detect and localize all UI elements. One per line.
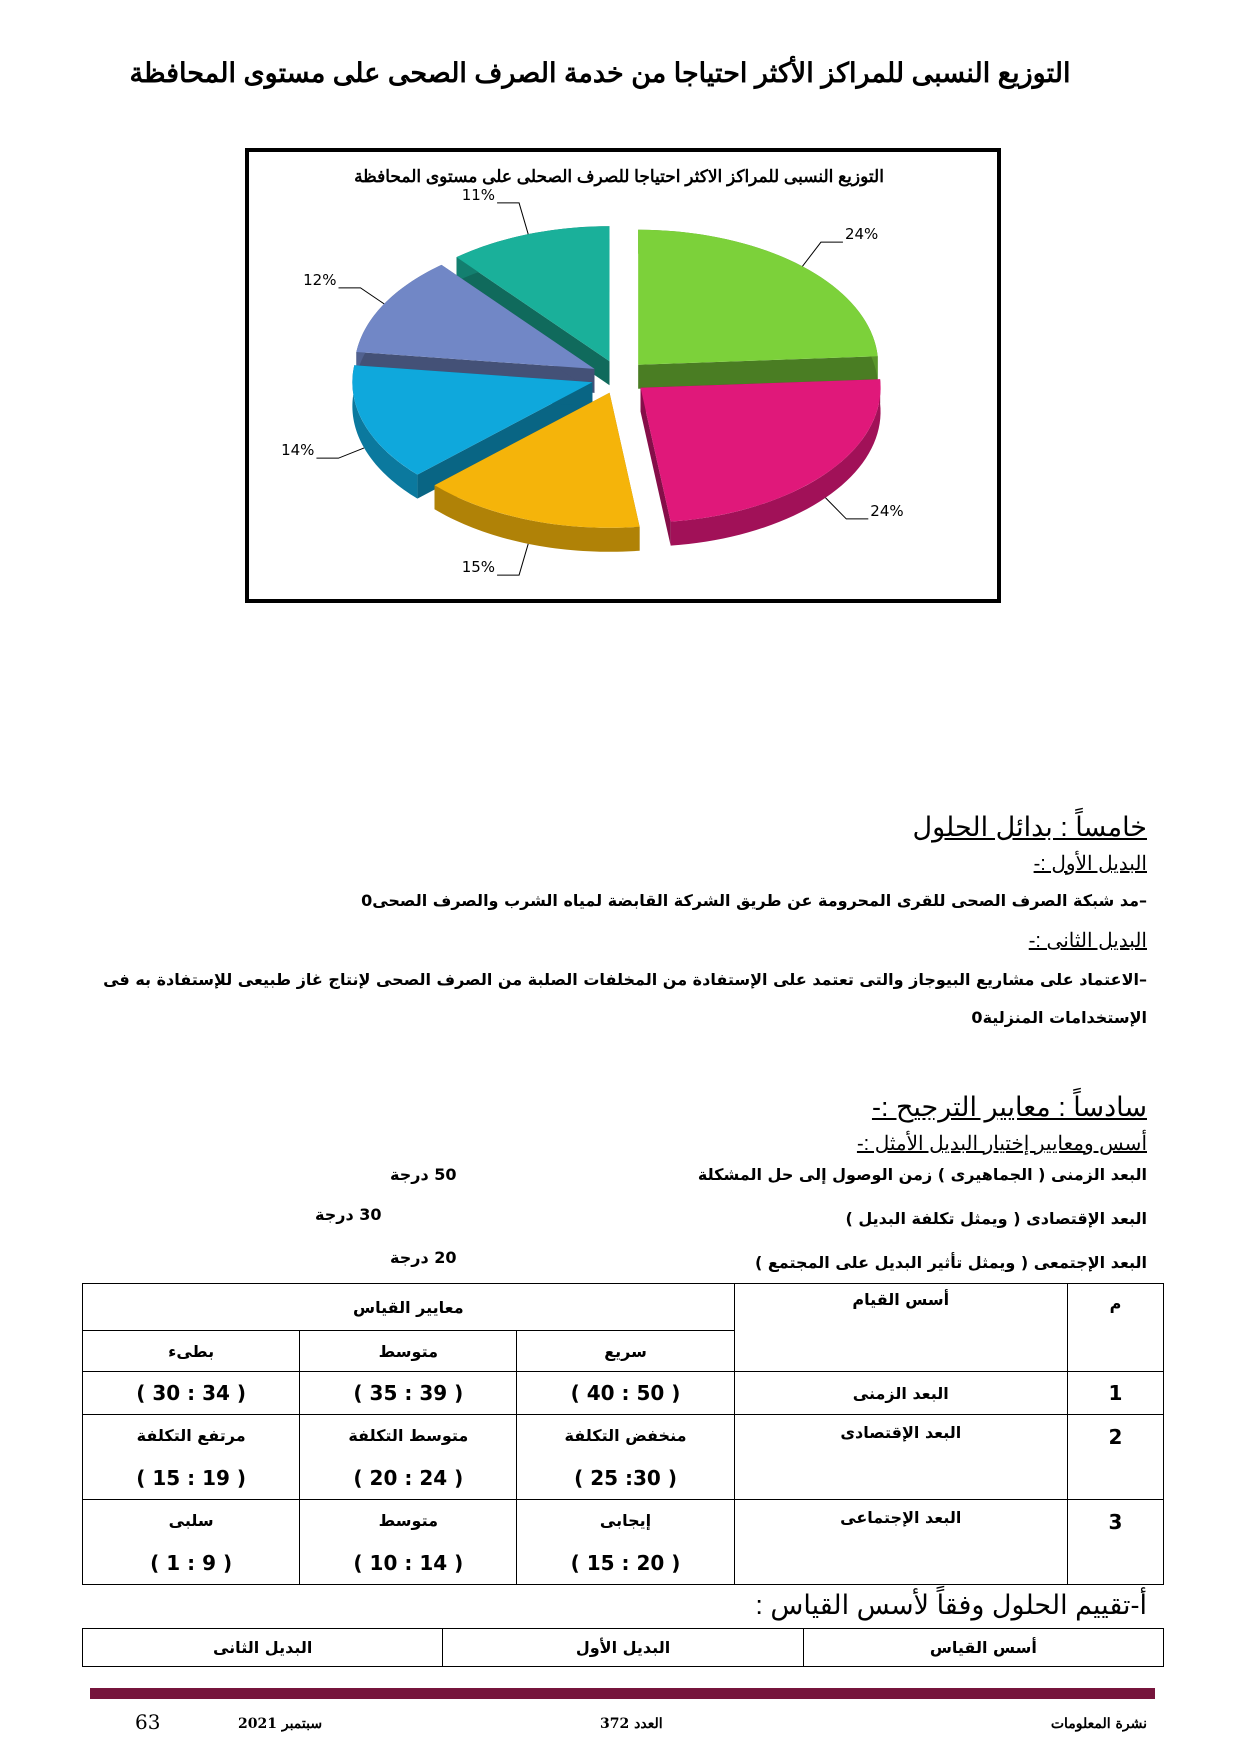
- subheader-slow: بطىء: [83, 1331, 300, 1372]
- eval-header-alt2: البديل الثانى: [83, 1629, 443, 1667]
- chart-title: التوزيع النسبى للمراكز الاكثر احتياجا للصرف الصحلى على مستوى المحافظة: [354, 167, 884, 186]
- measure-cell: [517, 1415, 734, 1500]
- measure-label: متوسط التكلفة: [348, 1426, 469, 1445]
- slice-label: 12%: [303, 270, 337, 289]
- measure-range: ( 9 : 1 ): [150, 1551, 233, 1575]
- alt1-text: –مد شبكة الصرف الصحى للقرى المحرومة عن طريق الشركة القابضة لمياه الشرب والصرف الصحى0: [361, 891, 1147, 910]
- section6-heading: سادساً : معايير الترجيح :-: [871, 1092, 1147, 1122]
- table-row: [83, 1372, 1164, 1415]
- measure-range: ( 19 : 15 ): [136, 1466, 247, 1490]
- alt2-heading: البديل الثانى :-: [1028, 930, 1147, 952]
- alt1-heading: البديل الأول :-: [1033, 853, 1147, 875]
- leader-line: [802, 242, 842, 266]
- evaluation-table: [82, 1628, 1164, 1667]
- measure-range: ( 20 : 15 ): [570, 1551, 681, 1575]
- section-a-heading: أ-تقييم الحلول وفقاً لأسس القياس :: [755, 1590, 1147, 1620]
- measure-cell: [83, 1500, 300, 1585]
- row-basis: البعد الزمنى: [734, 1372, 1067, 1415]
- criterion-name: البعد الإقتصادى ( ويمثل تكلفة البديل ): [845, 1209, 1147, 1228]
- eval-header-alt1: البديل الأول: [443, 1629, 803, 1667]
- table-row: [83, 1415, 1164, 1500]
- header-num: م: [1067, 1284, 1163, 1372]
- footer-publication: نشرة المعلومات: [1050, 1716, 1147, 1732]
- alt2-text: –الاعتماد على مشاريع البيوجاز والتى تعتمد على الإستفادة من المخلفات الصلبة من الصرف الصحى لإنتاج غاز طبيعى للإستفادة به فى الإستخدامات المنزلية0: [103, 970, 1147, 1027]
- footer-page-number: 63: [135, 1710, 161, 1734]
- slice-label: 24%: [844, 225, 879, 244]
- section5-heading: خامساً : بدائل الحلول: [912, 812, 1147, 842]
- subheader-fast: سريع: [517, 1331, 734, 1372]
- range-cell: ( 34 : 30 ): [83, 1372, 300, 1415]
- page-title: التوزيع النسبى للمراكز الأكثر احتياجا من خدمة الصرف الصحى على مستوى المحافظة: [129, 58, 1071, 88]
- pie-slice: [638, 230, 878, 389]
- section6-subheading: أسس ومعايير إختيار البديل الأمثل :-: [856, 1133, 1147, 1155]
- leader-line: [338, 288, 384, 304]
- measure-cell: [300, 1415, 517, 1500]
- criterion-weight: 20 درجة: [390, 1248, 457, 1267]
- pie-slice: [641, 379, 881, 545]
- criterion-name: البعد الإجتمعى ( ويمثل تأثير البديل على المجتمع ): [754, 1253, 1147, 1272]
- criterion-weight: 50 درجة: [390, 1165, 457, 1184]
- eval-header-basis: أسس القياس: [803, 1629, 1163, 1667]
- pie-chart: [249, 152, 997, 599]
- measure-label: إيجابى: [599, 1511, 652, 1530]
- row-num: 3: [1067, 1500, 1163, 1585]
- criteria-table: [82, 1283, 1164, 1585]
- slice-label: 14%: [281, 441, 315, 460]
- measure-range: ( 30: 25 ): [574, 1466, 677, 1490]
- criterion-name: البعد الزمنى ( الجماهيرى ) زمن الوصول إلى حل المشكلة: [697, 1165, 1147, 1184]
- footer-date: سبتمبر 2021: [238, 1716, 323, 1732]
- slice-label: 24%: [870, 501, 904, 520]
- header-measure: معايير القياس: [83, 1284, 735, 1331]
- measure-range: ( 24 : 20 ): [353, 1466, 464, 1490]
- row-num: 2: [1067, 1415, 1163, 1500]
- leader-line: [316, 448, 364, 458]
- row-num: 1: [1067, 1372, 1163, 1415]
- measure-label: مرتفع التكلفة: [136, 1426, 246, 1445]
- slice-label: 15%: [461, 558, 496, 577]
- measure-cell: [517, 1500, 734, 1585]
- measure-cell: [83, 1415, 300, 1500]
- measure-label: متوسط: [378, 1511, 439, 1530]
- measure-cell: [300, 1500, 517, 1585]
- leader-line: [497, 544, 528, 575]
- measure-range: ( 14 : 10 ): [353, 1551, 464, 1575]
- criterion-weight: 30 درجة: [315, 1205, 382, 1224]
- header-basis: أسس القيام: [734, 1284, 1067, 1372]
- leader-line: [497, 203, 528, 234]
- range-cell: ( 39 : 35 ): [300, 1372, 517, 1415]
- pie-chart-frame: [245, 148, 1001, 603]
- range-cell: ( 50 : 40 ): [517, 1372, 734, 1415]
- measure-label: منخفض التكلفة: [564, 1426, 687, 1445]
- leader-line: [825, 498, 868, 519]
- footer-issue: العدد 372: [600, 1716, 663, 1732]
- subheader-medium: متوسط: [300, 1331, 517, 1372]
- row-basis: البعد الإقتصادى: [734, 1415, 1067, 1500]
- measure-label: سلبى: [168, 1511, 214, 1530]
- row-basis: البعد الإجتماعى: [734, 1500, 1067, 1585]
- slice-label: 11%: [461, 185, 496, 204]
- footer-rule: [90, 1688, 1155, 1699]
- table-row: [83, 1500, 1164, 1585]
